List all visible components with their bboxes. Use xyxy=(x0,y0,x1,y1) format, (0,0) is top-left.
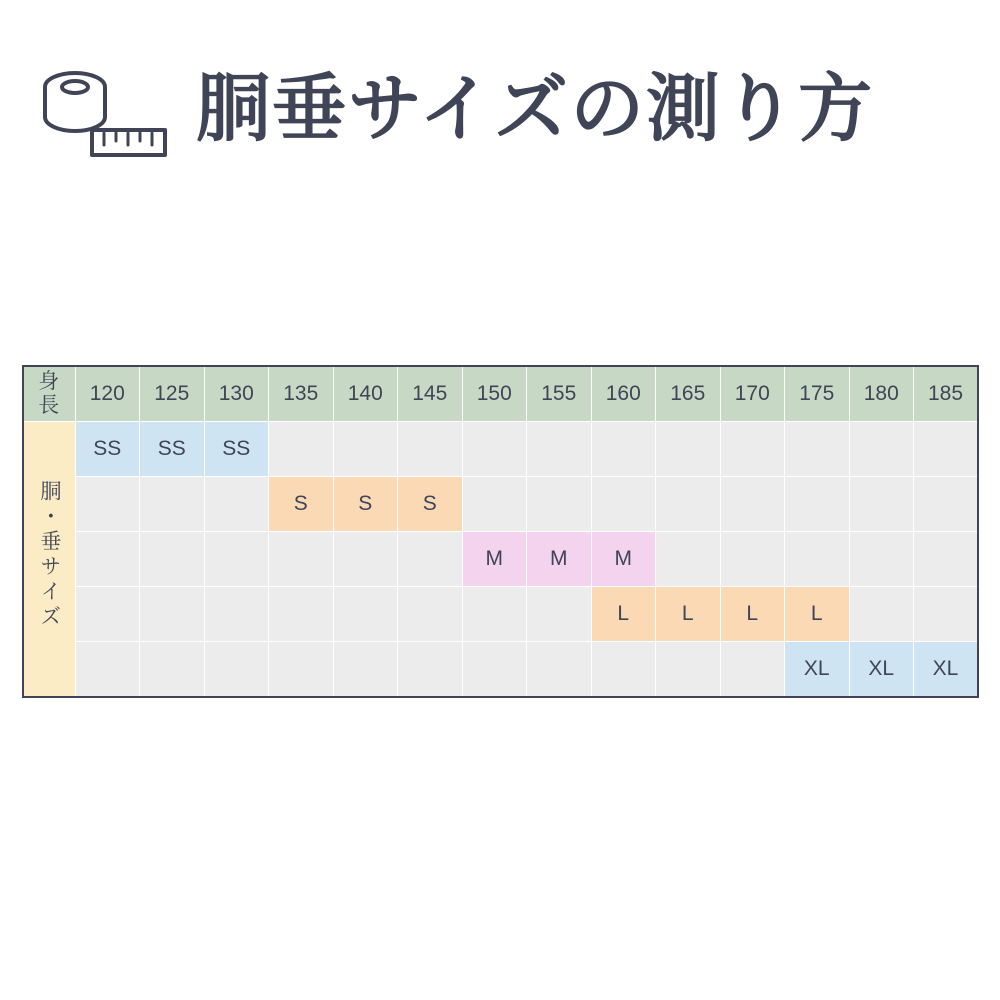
cell-m-150: M xyxy=(462,532,527,587)
corner-header-height xyxy=(23,366,75,422)
cell-m-185 xyxy=(914,532,979,587)
table-row xyxy=(23,587,978,642)
cell-s-175 xyxy=(785,477,850,532)
table-row xyxy=(23,532,978,587)
cell-ss-140 xyxy=(333,422,398,477)
cell-ss-125: SS xyxy=(140,422,205,477)
cell-m-160: M xyxy=(591,532,656,587)
cell-s-170 xyxy=(720,477,785,532)
table-row xyxy=(23,642,978,698)
cell-l-185 xyxy=(914,587,979,642)
cell-l-135 xyxy=(269,587,334,642)
cell-l-170: L xyxy=(720,587,785,642)
cell-ss-180 xyxy=(849,422,914,477)
col-head-170: 170 xyxy=(720,366,785,422)
cell-xl-185: XL xyxy=(914,642,979,698)
cell-l-175: L xyxy=(785,587,850,642)
cell-ss-175 xyxy=(785,422,850,477)
col-head-120: 120 xyxy=(75,366,140,422)
cell-m-155: M xyxy=(527,532,592,587)
cell-m-170 xyxy=(720,532,785,587)
cell-ss-165 xyxy=(656,422,721,477)
col-head-135: 135 xyxy=(269,366,334,422)
cell-xl-160 xyxy=(591,642,656,698)
cell-l-150 xyxy=(462,587,527,642)
col-head-165: 165 xyxy=(656,366,721,422)
col-head-145: 145 xyxy=(398,366,463,422)
table-row xyxy=(23,477,978,532)
cell-m-145 xyxy=(398,532,463,587)
cell-xl-175: XL xyxy=(785,642,850,698)
cell-m-125 xyxy=(140,532,205,587)
col-head-185: 185 xyxy=(914,366,979,422)
cell-l-130 xyxy=(204,587,269,642)
col-head-150: 150 xyxy=(462,366,527,422)
cell-l-140 xyxy=(333,587,398,642)
cell-xl-130 xyxy=(204,642,269,698)
col-head-180: 180 xyxy=(849,366,914,422)
measuring-tape-icon xyxy=(30,55,170,165)
cell-s-140: S xyxy=(333,477,398,532)
size-chart-container xyxy=(22,365,978,698)
cell-ss-170 xyxy=(720,422,785,477)
cell-l-125 xyxy=(140,587,205,642)
cell-s-150 xyxy=(462,477,527,532)
cell-xl-125 xyxy=(140,642,205,698)
row-group-header-label: 胴・垂サイズ xyxy=(37,480,61,631)
corner-header-line2: 長 xyxy=(38,394,61,417)
col-head-155: 155 xyxy=(527,366,592,422)
cell-ss-130: SS xyxy=(204,422,269,477)
cell-s-145: S xyxy=(398,477,463,532)
table-header-row xyxy=(23,366,978,422)
cell-xl-145 xyxy=(398,642,463,698)
cell-xl-180: XL xyxy=(849,642,914,698)
cell-xl-140 xyxy=(333,642,398,698)
cell-ss-160 xyxy=(591,422,656,477)
corner-header-line1: 身 xyxy=(38,369,61,393)
cell-l-155 xyxy=(527,587,592,642)
cell-m-180 xyxy=(849,532,914,587)
cell-s-185 xyxy=(914,477,979,532)
row-group-header-size xyxy=(23,422,75,698)
col-head-140: 140 xyxy=(333,366,398,422)
cell-xl-165 xyxy=(656,642,721,698)
cell-l-165: L xyxy=(656,587,721,642)
size-chart-body xyxy=(23,366,978,697)
cell-l-160: L xyxy=(591,587,656,642)
cell-s-165 xyxy=(656,477,721,532)
cell-xl-120 xyxy=(75,642,140,698)
table-row xyxy=(23,422,978,477)
cell-xl-135 xyxy=(269,642,334,698)
cell-s-180 xyxy=(849,477,914,532)
cell-ss-120: SS xyxy=(75,422,140,477)
col-head-175: 175 xyxy=(785,366,850,422)
cell-l-120 xyxy=(75,587,140,642)
cell-ss-150 xyxy=(462,422,527,477)
cell-s-160 xyxy=(591,477,656,532)
cell-s-155 xyxy=(527,477,592,532)
cell-m-175 xyxy=(785,532,850,587)
cell-xl-170 xyxy=(720,642,785,698)
cell-ss-155 xyxy=(527,422,592,477)
cell-xl-155 xyxy=(527,642,592,698)
cell-ss-185 xyxy=(914,422,979,477)
cell-s-130 xyxy=(204,477,269,532)
page-title: 胴垂サイズの測り方 xyxy=(196,66,875,153)
cell-l-145 xyxy=(398,587,463,642)
cell-ss-135 xyxy=(269,422,334,477)
size-chart-table xyxy=(22,365,979,698)
cell-s-120 xyxy=(75,477,140,532)
col-head-130: 130 xyxy=(204,366,269,422)
page-header xyxy=(30,55,874,165)
cell-m-130 xyxy=(204,532,269,587)
col-head-160: 160 xyxy=(591,366,656,422)
cell-m-120 xyxy=(75,532,140,587)
cell-m-140 xyxy=(333,532,398,587)
cell-s-135: S xyxy=(269,477,334,532)
cell-s-125 xyxy=(140,477,205,532)
col-head-125: 125 xyxy=(140,366,205,422)
cell-ss-145 xyxy=(398,422,463,477)
cell-m-135 xyxy=(269,532,334,587)
cell-m-165 xyxy=(656,532,721,587)
cell-xl-150 xyxy=(462,642,527,698)
cell-l-180 xyxy=(849,587,914,642)
